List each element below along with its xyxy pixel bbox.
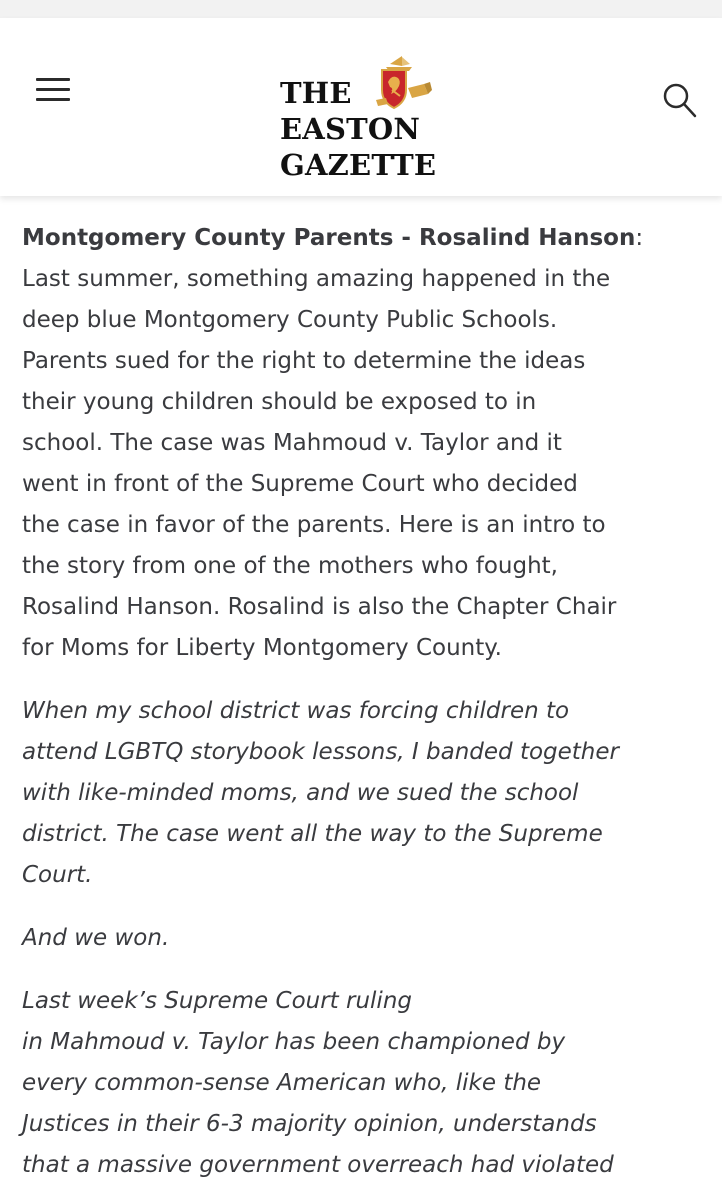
browser-top-strip xyxy=(0,0,722,18)
menu-bar-bottom xyxy=(36,98,70,101)
quote-paragraph-1 xyxy=(22,691,702,896)
intro-line: Parents sued for the right to determine the ideas xyxy=(22,348,586,374)
crest-icon xyxy=(372,54,434,110)
intro-line: the story from one of the mothers who fought, xyxy=(22,553,558,579)
intro-line: Rosalind Hanson. Rosalind is also the Chapter Chair xyxy=(22,594,617,620)
intro-line: deep blue Montgomery County Public Schools. xyxy=(22,307,558,333)
logo-line-gazette: GAZETTE xyxy=(280,148,437,182)
quote-line: When my school district was forcing children to xyxy=(22,698,570,724)
intro-lead-colon: : xyxy=(635,225,644,251)
intro-line: for Moms for Liberty Montgomery County. xyxy=(22,635,502,661)
site-header xyxy=(0,18,722,196)
logo-line-easton: EASTON xyxy=(280,112,421,146)
article-body xyxy=(0,196,722,1186)
intro-paragraph xyxy=(22,218,702,669)
search-icon[interactable] xyxy=(662,82,698,120)
hamburger-menu-icon[interactable] xyxy=(36,74,70,104)
quote-line: every common-sense American who, like the xyxy=(22,1070,542,1096)
search-icon-glyph xyxy=(662,82,698,120)
intro-line: their young children should be exposed to in xyxy=(22,389,537,415)
site-logo[interactable] xyxy=(280,54,450,184)
quote-line: in Mahmoud v. Taylor has been championed by xyxy=(22,1029,566,1055)
logo-line-the: THE xyxy=(280,76,352,110)
intro-line: the case in favor of the parents. Here is an intro to xyxy=(22,512,606,538)
menu-bar-middle xyxy=(36,88,70,91)
intro-first-line xyxy=(22,218,702,259)
quote-paragraph-2 xyxy=(22,918,702,959)
intro-line: went in front of the Supreme Court who decided xyxy=(22,471,578,497)
quote-line: Justices in their 6-3 majority opinion, understands xyxy=(22,1111,597,1137)
quote-line: attend LGBTQ storybook lessons, I banded together xyxy=(22,739,619,765)
quote-line: that a massive government overreach had violated xyxy=(22,1152,614,1178)
quote-line: district. The case went all the way to the Supreme xyxy=(22,821,603,847)
intro-line: Last summer, something amazing happened in the xyxy=(22,266,611,292)
quote-line: Court. xyxy=(22,862,93,888)
quote-line: with like-minded moms, and we sued the school xyxy=(22,780,579,806)
intro-lead-author: Montgomery County Parents - Rosalind Hanson xyxy=(22,225,636,251)
quote-line: And we won. xyxy=(22,925,170,951)
quote-paragraph-3 xyxy=(22,981,702,1186)
intro-line: school. The case was Mahmoud v. Taylor and it xyxy=(22,430,562,456)
quote-line: Last week’s Supreme Court ruling xyxy=(22,988,412,1014)
menu-bar-top xyxy=(36,78,70,81)
